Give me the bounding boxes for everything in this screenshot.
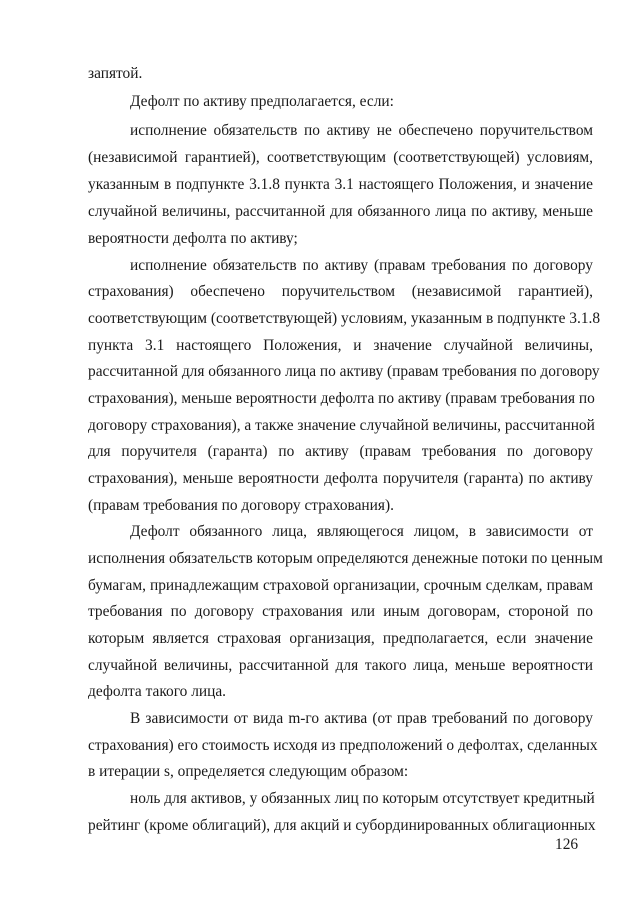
text-line: случайной величины, рассчитанной для такого лица, меньше вероятности: [88, 657, 593, 674]
text-line: которым является страховая организация, предполагается, если значение: [88, 630, 593, 647]
text-line: исполнение обязательств по активу (правам требования по договору: [130, 257, 593, 274]
text-line: соответствующим (соответствующей) условиям, указанным в подпункте 3.1.8: [88, 310, 601, 327]
text-line: Дефолт обязанного лица, являющегося лицом, в зависимости от: [130, 523, 593, 540]
text-line: страхования), меньше вероятности дефолта по активу (правам требования по: [88, 390, 595, 407]
text-line: требования по договору страхования или иным договорам, стороной по: [88, 603, 593, 620]
text-line: указанным в подпункте 3.1.8 пункта 3.1 настоящего Положения, и значение: [88, 176, 593, 193]
text-line: в итерации s, определяется следующим образом:: [88, 763, 409, 780]
text-line: рассчитанной для обязанного лица по активу (правам требования по договору: [88, 363, 600, 380]
text-line: (независимой гарантией), соответствующим (соответствующей) условиям,: [88, 149, 593, 166]
text-line: (правам требования по договору страхования).: [88, 497, 394, 514]
text-line: страхования) обеспечено поручительством (независимой гарантией),: [88, 283, 593, 300]
text-line: исполнение обязательств по активу не обеспечено поручительством: [130, 122, 593, 139]
text-line: запятой.: [88, 65, 143, 82]
text-line: страхования), меньше вероятности дефолта поручителя (гаранта) по активу: [88, 470, 593, 487]
text-line: случайной величины, рассчитанной для обязанного лица по активу, меньше: [88, 203, 593, 220]
text-line: рейтинг (кроме облигаций), для акций и субординированных облигационных: [88, 817, 596, 834]
text-line: договору страхования), а также значение случайной величины, рассчитанной: [88, 417, 595, 434]
text-line: дефолта такого лица.: [88, 683, 227, 700]
text-line: бумагам, принадлежащим страховой организации, срочным сделкам, правам: [88, 577, 593, 594]
text-line: исполнения обязательств которым определяются денежные потоки по ценным: [88, 550, 603, 567]
text-line: Дефолт по активу предполагается, если:: [130, 93, 394, 110]
text-line: ноль для активов, у обязанных лиц по которым отсутствует кредитный: [130, 790, 595, 807]
text-line: для поручителя (гаранта) по активу (правам требования по договору: [88, 443, 593, 460]
text-line: страхования) его стоимость исходя из предположений о дефолтах, сделанных: [88, 737, 598, 754]
page-number: 126: [555, 836, 579, 853]
text-line: пункта 3.1 настоящего Положения, и значение случайной величины,: [88, 337, 593, 354]
text-line: вероятности дефолта по активу;: [88, 230, 298, 247]
text-line: В зависимости от вида m-го актива (от прав требований по договору: [130, 710, 593, 727]
